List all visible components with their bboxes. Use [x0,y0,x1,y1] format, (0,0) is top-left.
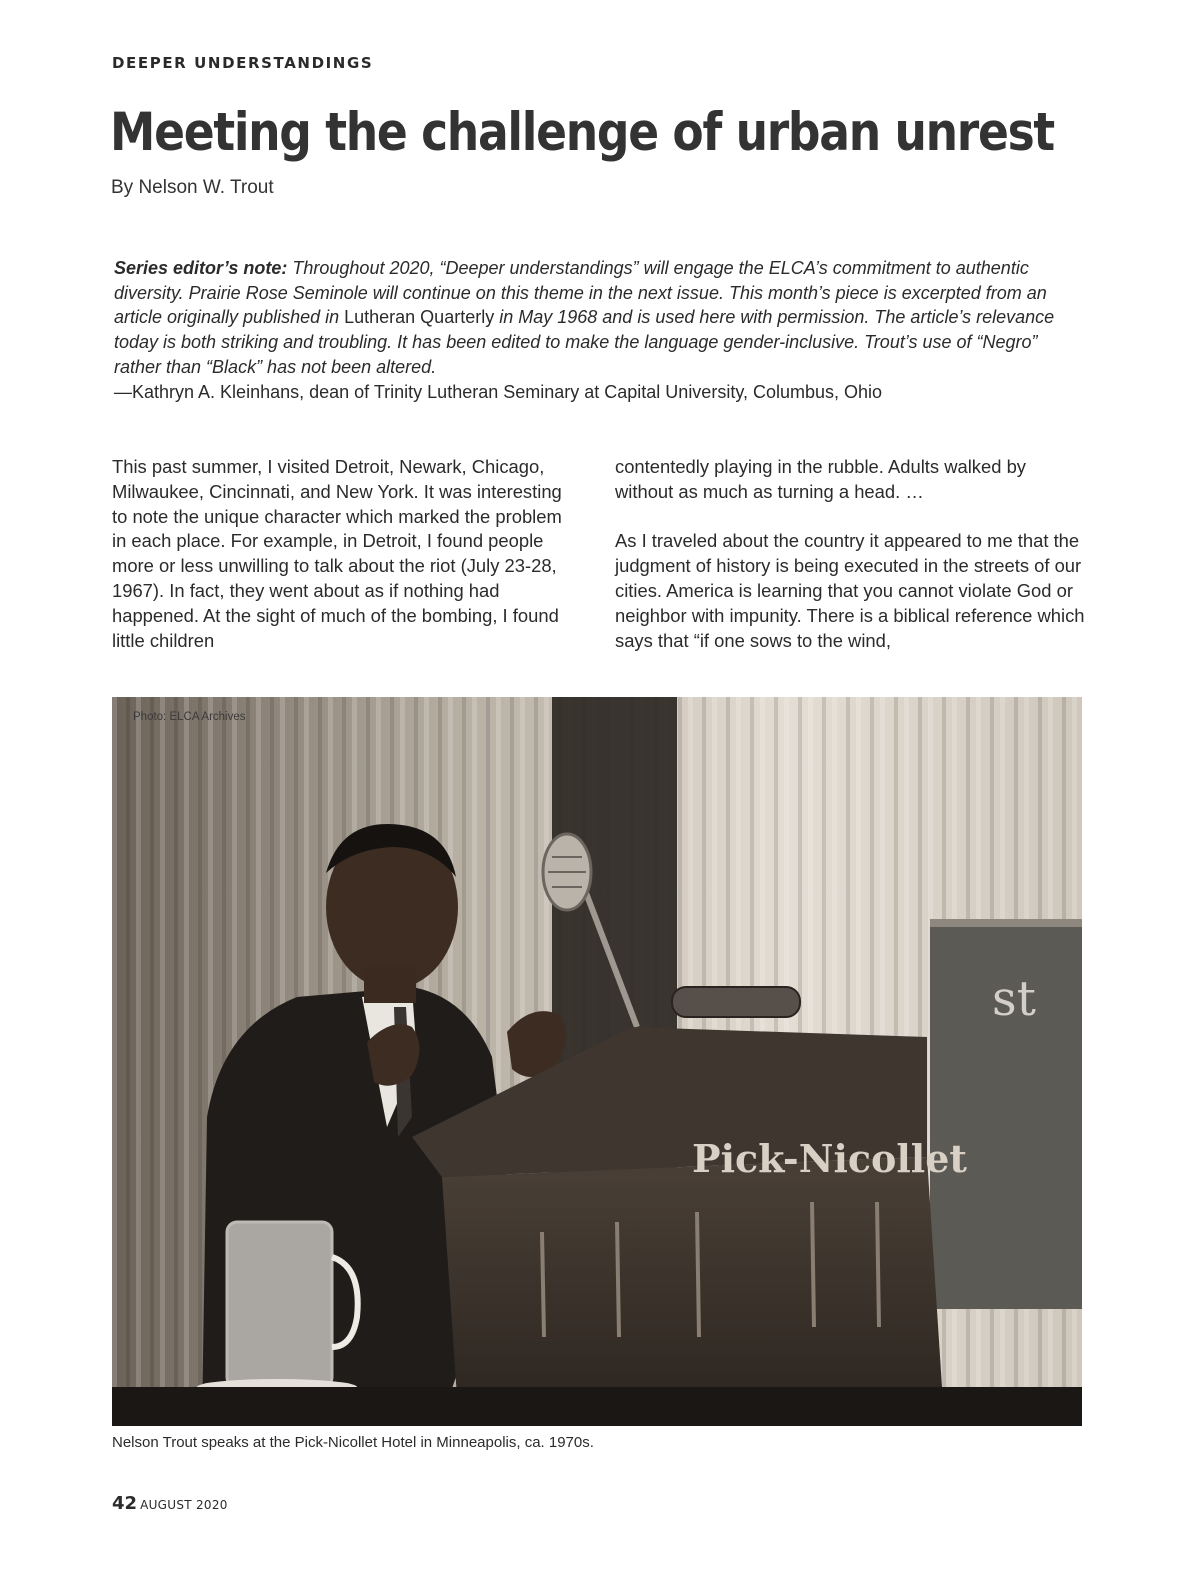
editors-note-publication: Lutheran Quarterly [344,307,495,328]
issue-date: AUGUST 2020 [140,1498,228,1512]
photo-caption: Nelson Trout speaks at the Pick-Nicollet Hotel in Minneapolis, ca. 1970s. [112,1434,594,1451]
editors-note [114,256,1089,404]
photo-illustration [112,697,1082,1426]
body-column-left [112,455,567,678]
page-footer [112,1493,228,1514]
editors-note-text-2: in May 1968 and is used here with permission. The article’s relevance today is both striking and troubling. It has been edited to make the language gender-inclusive. Trout’s use of “Negro” rather than “Black” has not been altered. [114,307,1055,377]
section-kicker: DEEPER UNDERSTANDINGS [112,54,374,72]
byline: By Nelson W. Trout [111,177,274,198]
page-number: 42 [112,1493,138,1514]
body-column-right [615,455,1085,678]
water-pitcher [227,1222,332,1387]
editors-note-text-1: Throughout 2020, “Deeper understandings” will engage the ELCA’s commitment to authentic diversity. Prairie Rose Seminole will continue on this theme in the next issue. This month’s piece is excerpted from an article originally published in [114,258,1047,328]
editors-note-attribution: —Kathryn A. Kleinhans, dean of Trinity Lutheran Seminary at Capital University, Columbus, Ohio [114,381,883,402]
table [112,1387,1082,1426]
podium-lettering: Pick-Nicollet [692,1136,967,1181]
body-paragraph: This past summer, I visited Detroit, Newark, Chicago, Milwaukee, Cincinnati, and New York. It was interesting to note the unique character which marked the problem in each place. For example, in Detroit, I found people more or less unwilling to talk about the riot (July 23-28, 1967). In fact, they went about as if nothing had happened. At the sight of much of the bombing, I found little children [112,456,562,651]
podium [442,1157,942,1397]
photo-credit: Photo: ELCA Archives [133,711,246,723]
article-photo [112,697,1082,1426]
body-paragraph: contentedly playing in the rubble. Adults walked by without as much as turning a head. … [615,456,1026,502]
podium-lamp [672,987,800,1017]
article-title: Meeting the challenge of urban unrest [110,102,1054,163]
body-paragraph: As I traveled about the country it appeared to me that the judgment of history is being executed in the streets of our cities. America is learning that you cannot violate God or neighbor with impunity. There is a biblical reference which says that “if one sows to the wind, [615,530,1085,651]
editors-note-lead: Series editor’s note: [114,258,288,278]
chalkboard-writing: st [992,971,1036,1027]
